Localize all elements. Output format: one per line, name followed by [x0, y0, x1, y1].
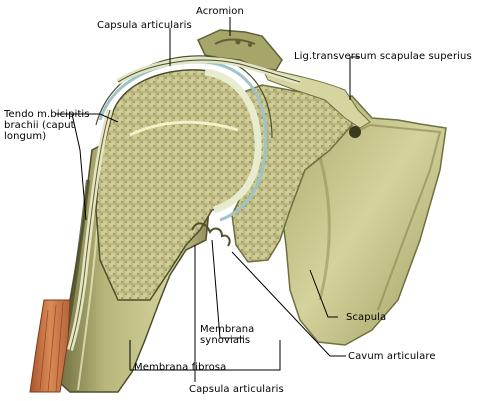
label-cavum-articulare: Cavum articulare [348, 351, 436, 362]
leader-lig-transversum [350, 57, 360, 100]
label-membrana-synovialis-line2: synovialis [200, 335, 251, 346]
humeral-head [96, 70, 258, 300]
label-capsula-articularis-bottom: Capsula articularis [189, 384, 284, 395]
label-membrana-fibrosa: Membrana fibrosa [134, 362, 227, 373]
label-acromion: Acromion [196, 6, 244, 17]
label-tendo-line1: Tendo m.bicipitis [4, 109, 90, 120]
label-lig-transversum: Lig.transversum scapulae superius [294, 51, 472, 62]
label-scapula: Scapula [346, 312, 387, 323]
label-membrana-synovialis-line1: Membrana [200, 324, 255, 335]
label-capsula-articularis-top: Capsula articularis [97, 20, 192, 31]
label-tendo-line3: longum) [4, 131, 47, 142]
label-tendo-line2: brachii (caput [4, 120, 75, 131]
